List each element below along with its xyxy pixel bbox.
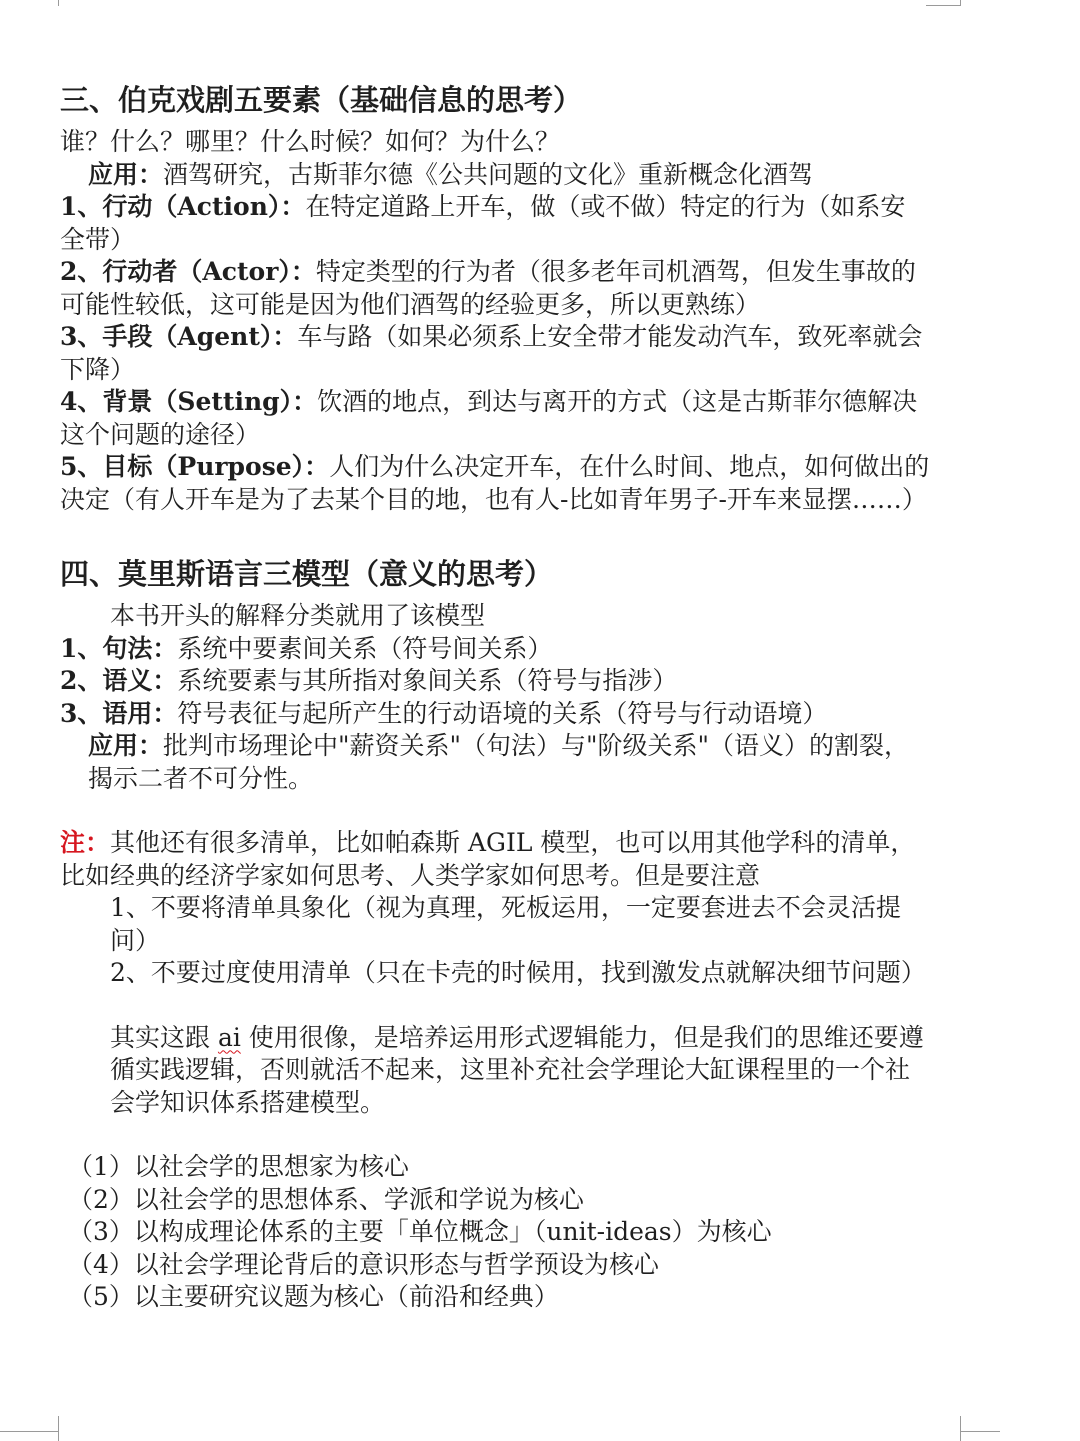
section4-intro: 本书开头的解释分类就用了该模型 (110, 601, 486, 630)
section3-item-setting (60, 386, 930, 451)
model-item: （1）以社会学的思想家为核心 (68, 1152, 409, 1181)
section3-item-purpose (60, 451, 930, 516)
document-body (60, 78, 930, 1314)
corner-mark-bottom-left-h (0, 1431, 58, 1432)
corner-mark-top-left-v (58, 0, 59, 6)
paragraph-part: 其实这跟 (110, 1022, 218, 1052)
section3-item-label: 1、行动（Action）： (60, 192, 306, 221)
section4-application-text: 批判市场理论中"薪资关系"（句法）与"阶级关系"（语义）的割裂，揭示二者不可分性。 (88, 731, 910, 793)
section4-item-semantics (60, 665, 930, 698)
section3-item-actor (60, 256, 930, 321)
section3-item-text: 饮酒的地点，到达与离开的方式（这是古斯菲尔德解决这个问题的途径） (60, 387, 918, 449)
section3-item-text: 车与路（如果必须系上安全带才能发动汽车，致死率就会下降） (60, 322, 923, 384)
note-point: 1、不要将清单具象化（视为真理，死板运用，一定要套进去不会灵活提问） (110, 893, 901, 955)
section4-item-label: 2、语义： (60, 666, 178, 695)
section3-questions: 谁？什么？哪里？什么时候？如何？为什么？ (60, 127, 561, 156)
section4-item-pragmatics (60, 698, 930, 731)
section3-item-label: 5、目标（Purpose）： (60, 452, 330, 481)
section4-item-text: 系统中要素间关系（符号间关系） (177, 633, 553, 663)
spacer (60, 795, 930, 827)
section3-item-action (60, 191, 930, 256)
section3-item-agent (60, 321, 930, 386)
corner-mark-top-right-v (960, 0, 961, 6)
model-item: （5）以主要研究议题为核心（前沿和经典） (68, 1282, 559, 1311)
section4-item-syntax (60, 633, 930, 666)
section3-title: 三、伯克戏剧五要素（基础信息的思考） (60, 83, 583, 117)
section3-application-label: 应用： (88, 159, 164, 189)
paragraph-part: 使用很像，是培养运用形式逻辑能力，但是我们的思维还要遵循实践逻辑，否则就活不起来，这里补充社会学理论大缸课程里的一个社会学知识体系搭建模型。 (110, 1022, 924, 1117)
section3-item-text: 在特定道路上开车，做（或不做）特定的行为（如系安全带） (60, 192, 906, 254)
spacer (60, 990, 930, 1022)
section3-application (60, 159, 930, 192)
section3-item-label: 4、背景（Setting）： (60, 387, 318, 416)
corner-mark-top-right-h (926, 5, 960, 6)
section4-application (60, 730, 930, 795)
corner-mark-bottom-right-v (960, 1416, 961, 1441)
note-point: 2、不要过度使用清单（只在卡壳的时候用，找到激发点就解决细节问题） (110, 958, 926, 987)
model-item: （4）以社会学理论背后的意识形态与哲学预设为核心 (68, 1249, 659, 1279)
section3-item-text: 人们为什么决定开车，在什么时间、地点，如何做出的决定（有人开车是为了去某个目的地，也有人-比如青年男子-开车来显摆……） (60, 452, 930, 514)
section4-item-text: 系统要素与其所指对象间关系（符号与指涉） (177, 666, 678, 695)
spellcheck-word-ai: ai (217, 1022, 241, 1052)
note-paragraph (60, 827, 930, 892)
practice-paragraph (60, 1022, 930, 1120)
section4-item-text: 符号表征与起所产生的行动语境的关系（符号与行动语境） (177, 698, 828, 728)
corner-mark-bottom-right-h (960, 1431, 1000, 1432)
corner-mark-bottom-left-v (58, 1416, 59, 1441)
spacer (60, 516, 930, 552)
section3-application-text: 酒驾研究，古斯菲尔德《公共问题的文化》重新概念化酒驾 (163, 159, 814, 189)
section3-item-label: 3、手段（Agent）： (60, 322, 298, 351)
section3-item-text: 特定类型的行为者（很多老年司机酒驾，但发生事故的可能性较低，这可能是因为他们酒驾的经验更多，所以更熟练） (60, 257, 916, 319)
section4-title: 四、莫里斯语言三模型（意义的思考） (60, 557, 554, 591)
note-text: 其他还有很多清单，比如帕森斯 AGIL 模型，也可以用其他学科的清单，比如经典的经济学家如何思考、人类学家如何思考。但是要注意 (60, 828, 916, 890)
section4-item-label: 1、句法： (60, 633, 178, 663)
spacer (60, 1119, 930, 1151)
section4-item-label: 3、语用： (60, 698, 178, 728)
note-label: 注： (60, 828, 111, 857)
section4-application-label: 应用： (88, 731, 164, 760)
section3-item-label: 2、行动者（Actor）： (60, 257, 316, 286)
model-item: （2）以社会学的思想体系、学派和学说为核心 (68, 1184, 584, 1214)
model-item: （3）以构成理论体系的主要「单位概念」（unit-ideas）为核心 (68, 1217, 772, 1246)
